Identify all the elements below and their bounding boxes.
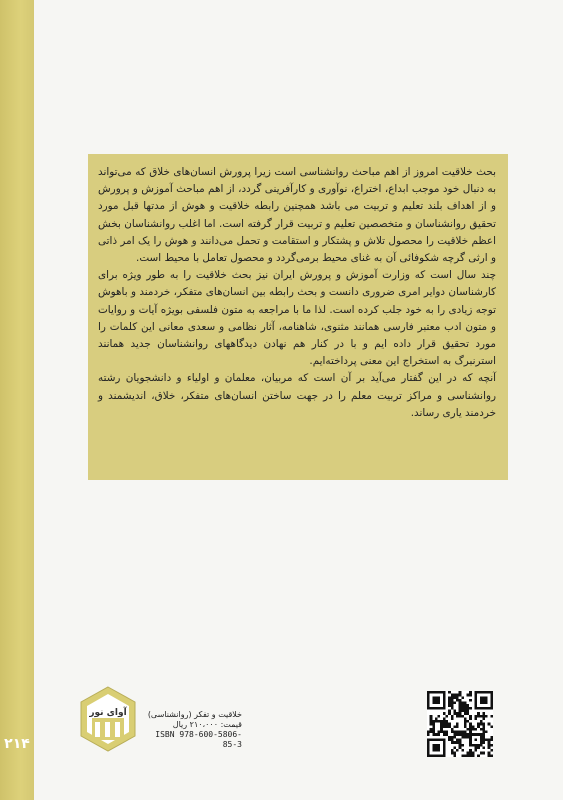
page-number: ۲۱۴ xyxy=(4,736,30,752)
cover-spine-strip xyxy=(0,0,34,800)
summary-text-box xyxy=(88,154,508,480)
price-sticker xyxy=(142,710,242,750)
publisher-logo-icon xyxy=(80,686,136,752)
summary-paragraph: آنچه که در این گفتار می‌آید بر آن است که مربیان، معلمان و اولیاء و دانشجویان رشته روانشناسی و مراکز تربیت معلم را در جهت ساختن انسان‌های متفکر، خلاق، اندیشمند و خردمند یاری رساند. xyxy=(98,372,496,419)
qr-code-icon xyxy=(427,691,493,757)
summary-paragraph: بحث خلاقیت امروز از اهم مباحث روانشناسی است زیرا پرورش انسان‌های خلاق که می‌تواند به دنبال خود موجب ابداع، اختراع، نوآوری و کارآفرینی گردد، از اهم مباحث آموزش و پرورش و از اهداف بلند تعلیم و تربیت می باشد همچنین رابطه خلاقیت و هوش از مدتها قبل مورد تحقیق روانشناسان و متخصصین تعلیم و تربیت قرار گرفته است. اما اغلب روانشناسان بخش اعظم خلاقیت را محصول تلاش و پشتکار و استقامت و تحمل می‌دانند و هوش را یک امر ذاتی و ارثی گرچه شکوفائی آن به غنای محیط برمی‌گردد و محصول تعامل با محیط است. xyxy=(98,166,496,265)
publisher-logo-text: آوای نور xyxy=(89,708,127,718)
summary-paragraph: چند سال است که وزارت آموزش و پرورش ایران نیز بحث خلاقیت را به طور ویژه برای کارشناسان دوایر امری ضروری دانست و بحث رابطه بین انسان‌های متفکر، خردمند و باهوش توجه زیادی را به خود جلب کرده است. لذا ما با مراجعه به متون فلسفی بویژه آیات و روایات و متون ادب معتبر فارسی همانند مثنوی، شاهنامه، آثار نظامی و سعدی معانی این کلمات را مورد تحقیق قرار داده ایم و با در کنار هم نهادن دیدگاههای روانشناسان جدید همانند استرنبرگ به استخراج این معنی پرداخته‌ایم. xyxy=(98,269,496,368)
book-price: قیمت: ۲۱۰،۰۰۰ ریال xyxy=(172,720,242,729)
book-isbn: ISBN 978-600-5806-85-3 xyxy=(155,730,242,749)
book-title: خلاقیت و تفکر (روانشناسی) xyxy=(147,710,242,719)
